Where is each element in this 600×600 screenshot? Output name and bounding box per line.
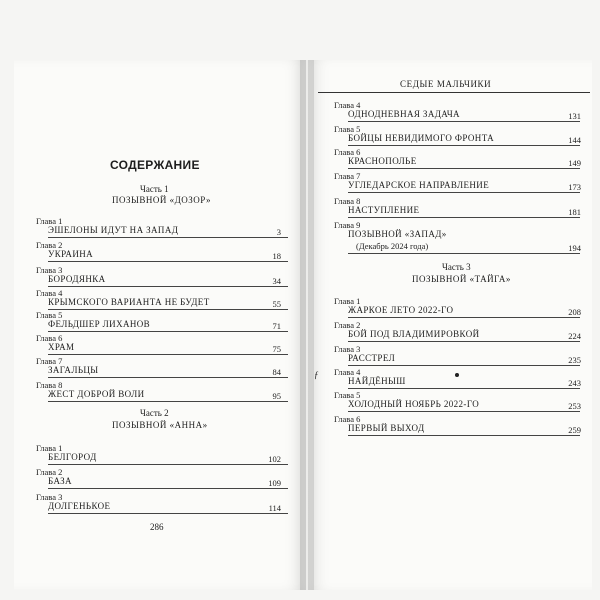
chapter-rule bbox=[48, 261, 288, 262]
chapter-subtitle: (Декабрь 2024 года) bbox=[356, 241, 429, 251]
chapter-label: Глава 4 bbox=[36, 288, 63, 298]
chapter-rule bbox=[48, 377, 288, 378]
chapter-title: ЖЕСТ ДОБРОЙ ВОЛИ bbox=[48, 389, 145, 399]
chapter-label: Глава 7 bbox=[36, 356, 63, 366]
chapter-page-number: 259 bbox=[568, 425, 581, 435]
chapter-title: КРЫМСКОГО ВАРИАНТА НЕ БУДЕТ bbox=[48, 297, 210, 307]
part-name: ПОЗЫВНОЙ «ТАЙГА» bbox=[412, 274, 511, 284]
chapter-rule bbox=[48, 331, 288, 332]
part-label: Часть 2 bbox=[140, 408, 169, 418]
chapter-label: Глава 3 bbox=[36, 492, 63, 502]
chapter-rule bbox=[348, 217, 580, 218]
chapter-title: БОЙЦЫ НЕВИДИМОГО ФРОНТА bbox=[348, 133, 495, 143]
chapter-page-number: 95 bbox=[272, 391, 281, 401]
part-label: Часть 3 bbox=[442, 262, 471, 272]
chapter-page-number: 109 bbox=[268, 478, 281, 488]
chapter-label: Глава 5 bbox=[334, 124, 361, 134]
chapter-label: Глава 4 bbox=[334, 367, 361, 377]
chapter-rule bbox=[348, 341, 580, 342]
chapter-page-number: 253 bbox=[568, 401, 581, 411]
chapter-rule bbox=[348, 411, 580, 412]
chapter-page-number: 3 bbox=[276, 227, 281, 237]
chapter-label: Глава 3 bbox=[334, 344, 361, 354]
chapter-label: Глава 3 bbox=[36, 265, 63, 275]
chapter-label: Глава 1 bbox=[36, 216, 63, 226]
chapter-rule bbox=[48, 354, 288, 355]
chapter-title: ХОЛОДНЫЙ НОЯБРЬ 2022-ГО bbox=[348, 399, 480, 409]
chapter-page-number: 102 bbox=[268, 454, 281, 464]
chapter-rule bbox=[348, 121, 580, 122]
book-spine bbox=[300, 60, 314, 590]
chapter-label: Глава 2 bbox=[36, 240, 63, 250]
chapter-label: Глава 2 bbox=[36, 467, 63, 477]
chapter-rule bbox=[48, 513, 288, 514]
chapter-page-number: 131 bbox=[568, 111, 581, 121]
chapter-label: Глава 9 bbox=[334, 220, 361, 230]
chapter-rule bbox=[48, 464, 288, 465]
chapter-rule bbox=[348, 317, 580, 318]
chapter-title: УКРАИНА bbox=[48, 249, 94, 259]
chapter-rule bbox=[348, 365, 580, 366]
chapter-label: Глава 1 bbox=[334, 296, 361, 306]
chapter-page-number: 34 bbox=[272, 276, 281, 286]
chapter-page-number: 235 bbox=[568, 355, 581, 365]
chapter-rule bbox=[348, 253, 580, 254]
contents-title: СОДЕРЖАНИЕ bbox=[110, 158, 200, 172]
chapter-page-number: 18 bbox=[272, 251, 281, 261]
chapter-rule bbox=[48, 401, 288, 402]
chapter-label: Глава 5 bbox=[334, 390, 361, 400]
chapter-title: ДОЛГЕНЬКОЕ bbox=[48, 501, 111, 511]
chapter-label: Глава 8 bbox=[36, 380, 63, 390]
chapter-title: ХРАМ bbox=[48, 342, 75, 352]
part-label: Часть 1 bbox=[140, 184, 169, 194]
chapter-page-number: 224 bbox=[568, 331, 581, 341]
chapter-rule bbox=[348, 435, 580, 436]
part-name: ПОЗЫВНОЙ «АННА» bbox=[112, 420, 208, 430]
chapter-page-number: 243 bbox=[568, 378, 581, 388]
chapter-label: Глава 6 bbox=[36, 333, 63, 343]
chapter-page-number: 55 bbox=[272, 299, 281, 309]
chapter-title: БОЙ ПОД ВЛАДИМИРОВКОЙ bbox=[348, 329, 480, 339]
chapter-title: ОДНОДНЕВНАЯ ЗАДАЧА bbox=[348, 109, 460, 119]
chapter-title: БОРОДЯНКА bbox=[48, 274, 106, 284]
chapter-rule bbox=[48, 237, 288, 238]
chapter-page-number: 114 bbox=[268, 503, 281, 513]
stray-mark: ƒ bbox=[314, 370, 319, 380]
chapter-page-number: 149 bbox=[568, 158, 581, 168]
chapter-title: ПОЗЫВНОЙ «ЗАПАД» bbox=[348, 229, 447, 239]
chapter-page-number: 71 bbox=[272, 321, 281, 331]
chapter-label: Глава 8 bbox=[334, 196, 361, 206]
chapter-rule bbox=[348, 388, 580, 389]
chapter-page-number: 181 bbox=[568, 207, 581, 217]
chapter-rule bbox=[348, 192, 580, 193]
chapter-title: ЗАГАЛЬЦЫ bbox=[48, 365, 99, 375]
chapter-rule bbox=[48, 286, 288, 287]
chapter-title: ЭШЕЛОНЫ ИДУТ НА ЗАПАД bbox=[48, 225, 179, 235]
chapter-title: ЖАРКОЕ ЛЕТО 2022-ГО bbox=[348, 305, 454, 315]
chapter-page-number: 208 bbox=[568, 307, 581, 317]
chapter-rule bbox=[48, 309, 288, 310]
chapter-title: ФЕЛЬДШЕР ЛИХАНОВ bbox=[48, 319, 151, 329]
chapter-label: Глава 5 bbox=[36, 310, 63, 320]
chapter-label: Глава 6 bbox=[334, 147, 361, 157]
chapter-title: РАССТРЕЛ bbox=[348, 353, 396, 363]
chapter-title: БЕЛГОРОД bbox=[48, 452, 97, 462]
chapter-page-number: 173 bbox=[568, 182, 581, 192]
chapter-label: Глава 4 bbox=[334, 100, 361, 110]
chapter-page-number: 75 bbox=[272, 344, 281, 354]
chapter-rule bbox=[48, 488, 288, 489]
chapter-title: НАЙДЁНЫШ bbox=[348, 376, 406, 386]
chapter-title: ПЕРВЫЙ ВЫХОД bbox=[348, 423, 425, 433]
chapter-page-number: 194 bbox=[568, 243, 581, 253]
chapter-title: УГЛЕДАРСКОЕ НАПРАВЛЕНИЕ bbox=[348, 180, 490, 190]
chapter-label: Глава 7 bbox=[334, 171, 361, 181]
chapter-page-number: 144 bbox=[568, 135, 581, 145]
chapter-rule bbox=[348, 168, 580, 169]
chapter-rule bbox=[348, 145, 580, 146]
header-rule bbox=[318, 92, 590, 93]
chapter-title: КРАСНОПОЛЬЕ bbox=[348, 156, 417, 166]
chapter-label: Глава 1 bbox=[36, 443, 63, 453]
page-number: 286 bbox=[150, 522, 164, 532]
chapter-title: БАЗА bbox=[48, 476, 72, 486]
chapter-title: НАСТУПЛЕНИЕ bbox=[348, 205, 420, 215]
chapter-label: Глава 6 bbox=[334, 414, 361, 424]
chapter-page-number: 84 bbox=[272, 367, 281, 377]
ink-dot bbox=[455, 373, 459, 377]
part-name: ПОЗЫВНОЙ «ДОЗОР» bbox=[112, 195, 211, 205]
chapter-label: Глава 2 bbox=[334, 320, 361, 330]
running-header: СЕДЫЕ МАЛЬЧИКИ bbox=[400, 79, 492, 89]
